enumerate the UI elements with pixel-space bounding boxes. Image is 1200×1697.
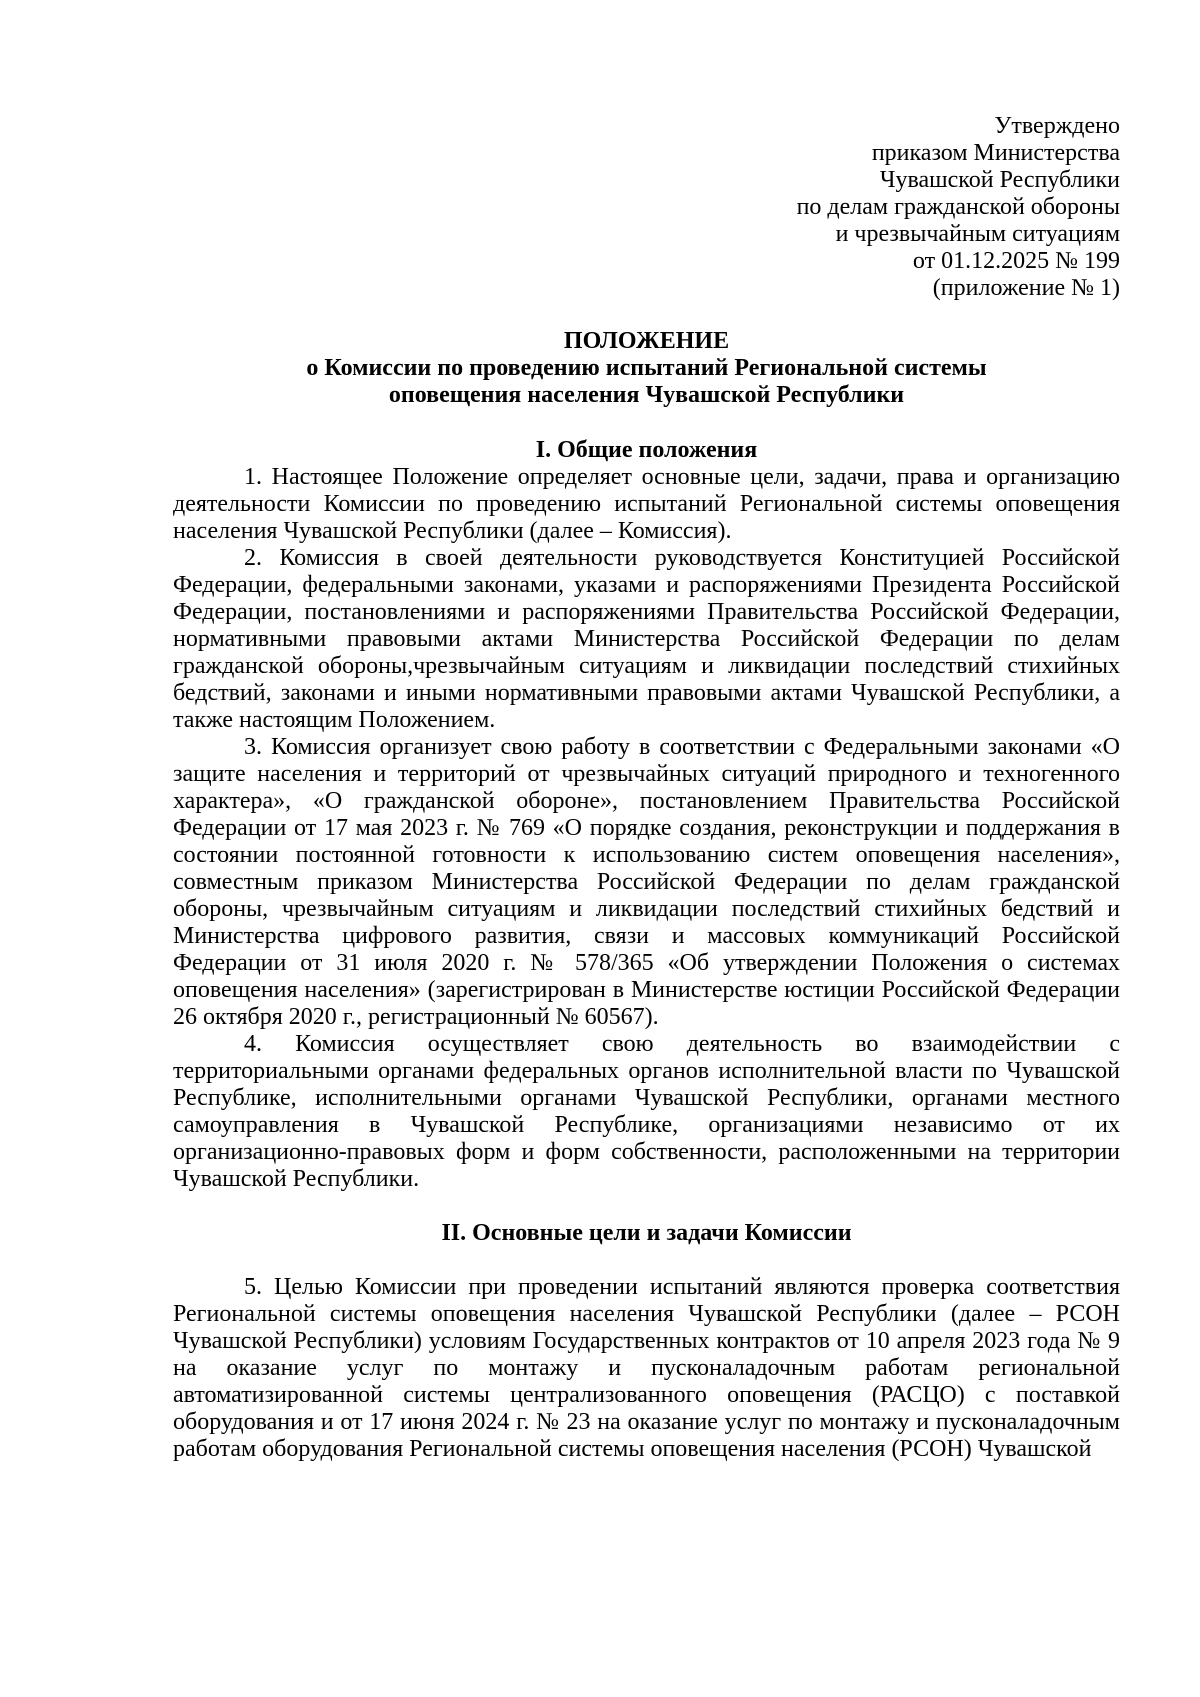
paragraph: 3. Комиссия организует свою работу в соответствии с Федеральными законами «О защите населения и территорий от чрезвычайных ситуаций природного и техногенного характера», «О гражданской обороне», постановлением Правительства Российской Федерации от 17 мая 2023 г. № 769 «О порядке создания, реконструкции и поддержания в состоянии постоянной готовности к использованию систем оповещения населения», совместным приказом Министерства Российской Федерации по делам гражданской обороны, чрезвычайным ситуациям и ликвидации последствий стихийных бедствий и Министерства цифрового развития, связи и массовых коммуникаций Российской Федерации от 31 июля 2020 г. № 578/365 «Об утверждении Положения о системах оповещения населения» (зарегистрирован в Министерстве юстиции Российской Федерации 26 октября 2020 г., регистрационный № 60567). [173,734,1120,1030]
section-heading: I. Общие положения [535,437,758,463]
approval-line: и чрезвычайным ситуациям [835,221,1120,247]
approval-line: от 01.12.2025 № 199 [912,248,1120,274]
document-title [173,328,1120,409]
approval-line: приказом Министерства [871,140,1120,166]
approval-block [173,113,1120,302]
approval-line: (приложение № 1) [932,275,1120,301]
paragraph: 5. Целью Комиссии при проведении испытаний являются проверка соответствия Региональной системы оповещения населения Чувашской Республики (далее – РСОН Чувашской Республики) условиям Государственных контрактов от 10 апреля 2023 года № 9 на оказание услуг по монтажу и пусконаладочным работам региональной автоматизированной системы централизованного оповещения (РАСЦО) с поставкой оборудования и от 17 июня 2024 г. № 23 на оказание услуг по монтажу и пусконаладочным работам оборудования Региональной системы оповещения населения (РСОН) Чувашской [173,1274,1120,1462]
paragraph: 2. Комиссия в своей деятельности руководствуется Конституцией Российской Федерации, федеральными законами, указами и распоряжениями Президента Российской Федерации, постановлениями и распоряжениями Правительства Российской Федерации, нормативными правовыми актами Министерства Российской Федерации по делам гражданской обороны,чрезвычайным ситуациям и ликвидации последствий стихийных бедствий, законами и иными нормативными правовыми актами Чувашской Республики, а также настоящим Положением. [173,545,1120,733]
title-heading: ПОЛОЖЕНИЕ [563,328,730,354]
approval-line: по делам гражданской обороны [796,194,1120,220]
approval-line: Утверждено [994,113,1120,139]
title-subtitle-line: о Комиссии по проведению испытаний Региональной системы [306,355,987,381]
paragraph: 4. Комиссия осуществляет свою деятельность во взаимодействии с территориальными органами федеральных органов исполнительной власти по Чувашской Республике, исполнительными органами Чувашской Республики, органами местного самоуправления в Чувашской Республике, организациями независимо от их организационно-правовых форм и форм собственности, расположенными на территории Чувашской Республики. [173,1031,1120,1192]
section-heading: II. Основные цели и задачи Комиссии [441,1220,852,1246]
title-subtitle-line: оповещения населения Чувашской Республики [388,382,905,408]
paragraph: 1. Настоящее Положение определяет основные цели, задачи, права и организацию деятельности Комиссии по проведению испытаний Региональной системы оповещения населения Чувашской Республики (далее – Комиссия). [173,464,1120,544]
approval-line: Чувашской Республики [879,167,1120,193]
